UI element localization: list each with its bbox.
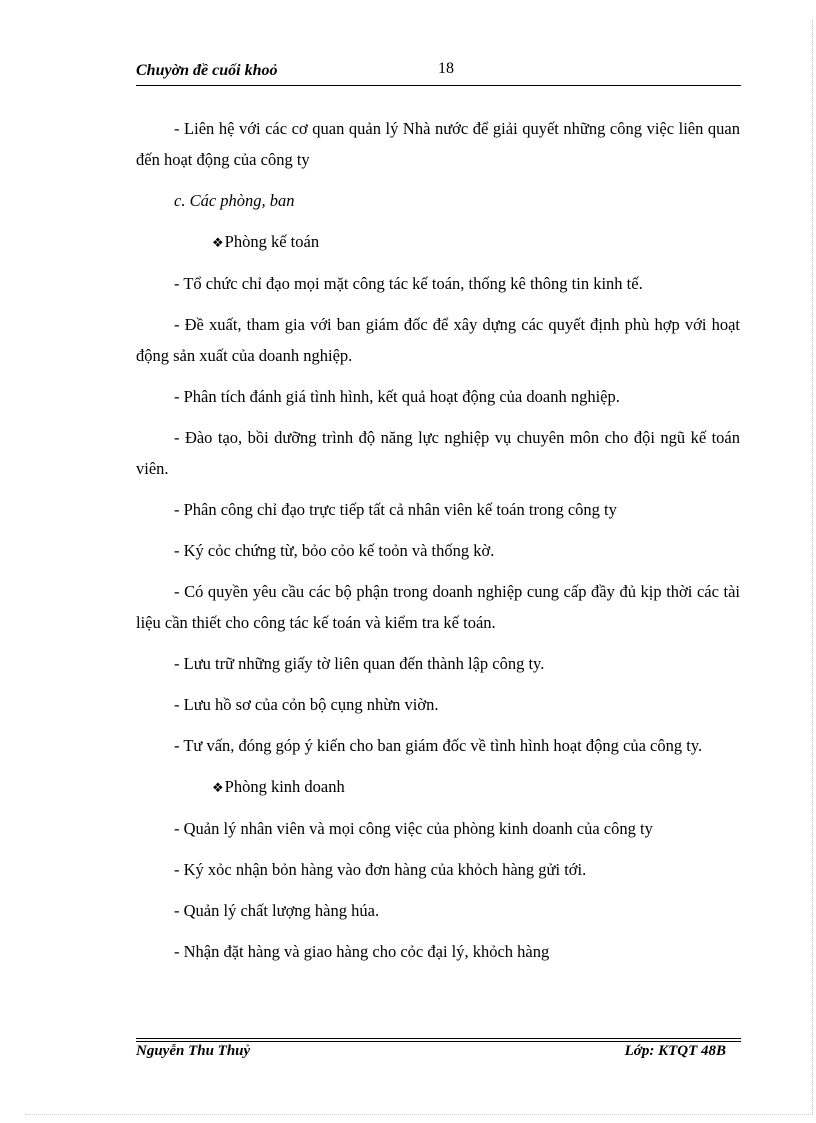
page-header xyxy=(136,62,741,84)
paragraph-text: - Ký xỏc nhận bỏn hàng vào đơn hàng của khỏch hàng gửi tới. xyxy=(174,860,587,879)
department-heading xyxy=(136,226,740,258)
paragraph-text: - Có quyền yêu cầu các bộ phận trong doanh nghiệp cung cấp đầy đủ kịp thời các tài liệu cần thiết cho công tác kế toán và kiểm tra kế toán. xyxy=(136,582,740,632)
footer-rule xyxy=(136,1038,741,1039)
page-edge xyxy=(812,20,813,1113)
paragraph-text: - Tổ chức chỉ đạo mọi mặt công tác kế toán, thống kê thông tin kinh tế. xyxy=(174,274,643,293)
paragraph-text: - Đề xuất, tham gia với ban giám đốc để xây dựng các quyết định phù hợp với hoạt động sản xuất của doanh nghiệp. xyxy=(136,315,740,365)
body-paragraph xyxy=(136,854,740,885)
body-paragraph xyxy=(136,535,740,566)
body-paragraph xyxy=(136,576,740,638)
page-number: 18 xyxy=(438,60,454,77)
header-title: Chuyờn đề cuối khoỏ xyxy=(136,62,278,79)
paragraph-text: - Liên hệ với các cơ quan quản lý Nhà nước để giải quyết những công việc liên quan đến hoạt động của công ty xyxy=(136,119,740,169)
body-paragraph xyxy=(136,730,740,761)
section-subheading xyxy=(136,185,740,216)
body-paragraph xyxy=(136,689,740,720)
footer-class: Lớp: KTQT 48B xyxy=(624,1043,726,1059)
paragraph-text: - Lưu hồ sơ của cỏn bộ cụng nhừn viờn. xyxy=(174,695,439,714)
paragraph-text: - Phân công chỉ đạo trực tiếp tất cả nhân viên kế toán trong công ty xyxy=(174,500,617,519)
body-paragraph xyxy=(136,422,740,484)
body-paragraph xyxy=(136,813,740,844)
body-paragraph xyxy=(136,648,740,679)
department-heading xyxy=(136,771,740,803)
paragraph-text: - Phân tích đánh giá tình hình, kết quả hoạt động của doanh nghiệp. xyxy=(174,387,620,406)
body-paragraph xyxy=(136,936,740,967)
page-bottom-edge xyxy=(25,1114,813,1115)
paragraph-text: Phòng kế toán xyxy=(224,232,320,251)
diamond-bullet-icon: ❖ xyxy=(212,780,224,795)
footer-rule-inner xyxy=(136,1041,741,1042)
page-footer xyxy=(136,1043,726,1065)
body-paragraph xyxy=(136,268,740,299)
paragraph-text: - Quản lý nhân viên và mọi công việc của phòng kinh doanh của công ty xyxy=(174,819,653,838)
body-paragraph xyxy=(136,113,740,175)
footer-author: Nguyễn Thu Thuỷ xyxy=(136,1043,251,1059)
paragraph-text: - Lưu trữ những giấy tờ liên quan đến thành lập công ty. xyxy=(174,654,545,673)
paragraph-text: Phòng kinh doanh xyxy=(224,777,345,796)
body-paragraph xyxy=(136,381,740,412)
header-rule xyxy=(136,85,741,86)
diamond-bullet-icon: ❖ xyxy=(212,235,224,250)
body-paragraph xyxy=(136,494,740,525)
body-paragraph xyxy=(136,309,740,371)
paragraph-text: - Đào tạo, bồi dưỡng trình độ năng lực nghiệp vụ chuyên môn cho đội ngũ kế toán viên. xyxy=(136,428,740,478)
paragraph-text: - Nhận đặt hàng và giao hàng cho cỏc đại lý, khỏch hàng xyxy=(174,942,550,961)
paragraph-text: - Quản lý chất lượng hàng húa. xyxy=(174,901,380,920)
paragraph-text: - Tư vấn, đóng góp ý kiến cho ban giám đốc về tình hình hoạt động của công ty. xyxy=(174,736,703,755)
document-body xyxy=(136,113,740,977)
paragraph-text: - Ký cỏc chứng từ, bỏo cỏo kế toỏn và thống kờ. xyxy=(174,541,495,560)
body-paragraph xyxy=(136,895,740,926)
paragraph-text: c. Các phòng, ban xyxy=(174,191,295,210)
